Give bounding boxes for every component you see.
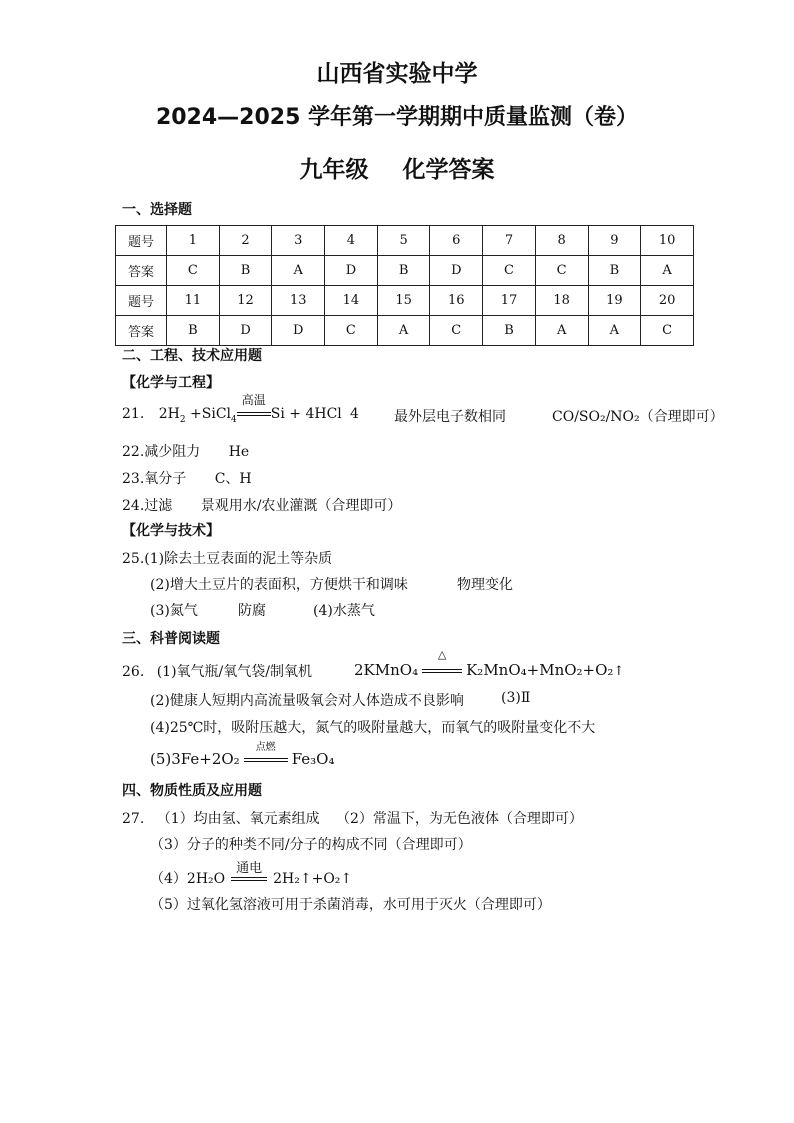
q22-answer-2: He <box>228 444 250 460</box>
q21-lhs-sicl-sub: 4 <box>231 414 237 425</box>
q26-eq2-lhs: (5)3Fe+2O₂ <box>150 750 240 768</box>
table-cell: 题号 <box>116 286 167 316</box>
table-cell: 7 <box>483 226 536 256</box>
table-cell: C <box>167 256 220 286</box>
table-cell: B <box>377 256 430 286</box>
q26-part-3: (3)Ⅱ <box>501 690 531 706</box>
q26-eq1-sign <box>422 648 462 679</box>
table-cell: A <box>588 316 641 346</box>
grade-label: 九年级 <box>299 157 369 183</box>
q21-condition: 高温 <box>241 393 266 407</box>
q27-part-3: （3）分子的种类不同/分子的构成不同（合理即可） <box>150 837 472 853</box>
q25-number: 25. <box>122 551 145 567</box>
section2-title: 二、工程、技术应用题 <box>122 348 262 364</box>
table-cell: A <box>272 256 325 286</box>
table-cell: A <box>377 316 430 346</box>
table-cell: 6 <box>430 226 483 256</box>
table-cell: 3 <box>272 226 325 256</box>
section1-title: 一、选择题 <box>122 202 192 218</box>
table-row <box>116 226 694 256</box>
table-row <box>116 256 694 286</box>
q27-part-5: （5）过氧化氢溶液可用于杀菌消毒，水可用于灭火（合理即可） <box>150 897 551 913</box>
q27-eq-rhs: 2H₂↑+O₂↑ <box>273 871 353 887</box>
q26-equation-1 <box>354 648 625 679</box>
table-cell: 15 <box>377 286 430 316</box>
q26-eq1-condition: △ <box>437 648 447 661</box>
table-cell: 答案 <box>116 316 167 346</box>
q21-lhs-h: 2H <box>158 406 180 422</box>
table-cell: B <box>219 256 272 286</box>
q27-line-1 <box>122 808 320 828</box>
q26-part-5 <box>150 742 335 768</box>
q21-answer-2: 4 <box>350 406 359 422</box>
q24-line <box>122 495 401 515</box>
q26-part-4: (4)25℃时，吸附压越大，氮气的吸附量越大，而氧气的吸附量变化不大 <box>150 720 596 736</box>
q24-answer-1: 过滤 <box>144 498 173 514</box>
q26-eq2-rhs: Fe₃O₄ <box>291 750 335 768</box>
q24-number: 24. <box>122 498 145 514</box>
q21-answer-3: 最外层电子数相同 <box>394 409 506 425</box>
q26-part-2: (2)健康人短期内高流量吸氧会对人体造成不良影响 <box>150 693 464 709</box>
q26-part-1: (1)氧气瓶/氧气袋/制氧机 <box>156 664 312 680</box>
q21-rhs: Si + 4HCl <box>270 406 342 422</box>
table-cell: B <box>167 316 220 346</box>
table-cell: B <box>483 316 536 346</box>
q21-equation-sign <box>237 393 271 422</box>
table-cell: D <box>325 256 378 286</box>
q27-eq-condition: 通电 <box>236 861 263 876</box>
section3-title: 三、科普阅读题 <box>122 631 220 647</box>
q26-line-1 <box>122 661 312 681</box>
table-cell: 16 <box>430 286 483 316</box>
table-cell: 答案 <box>116 256 167 286</box>
q26-eq2-sign <box>244 742 288 768</box>
table-cell: 4 <box>325 226 378 256</box>
table-cell: 18 <box>535 286 588 316</box>
q26-eq1-lhs: 2KMnO₄ <box>354 661 419 679</box>
q27-eq-lhs: （4）2H₂O <box>150 871 226 887</box>
exam-title: 2024—2025 学年第一学期期中质量监测（卷） <box>155 105 639 130</box>
table-row <box>116 286 694 316</box>
table-cell: A <box>641 256 694 286</box>
table-cell: B <box>588 256 641 286</box>
table-cell: D <box>430 256 483 286</box>
q23-line <box>122 468 252 488</box>
table-cell: C <box>641 316 694 346</box>
q25-part-4: (4)水蒸气 <box>313 603 375 619</box>
table-cell: 11 <box>167 286 220 316</box>
table-cell: 14 <box>325 286 378 316</box>
q21-number: 21. <box>122 406 145 422</box>
q22-line <box>122 441 249 461</box>
q22-answer-1: 减少阻力 <box>144 444 201 460</box>
table-cell: D <box>219 316 272 346</box>
q22-number: 22. <box>122 444 145 460</box>
table-cell: 20 <box>641 286 694 316</box>
q26-number: 26. <box>122 664 145 680</box>
table-cell: 9 <box>588 226 641 256</box>
school-title: 山西省实验中学 <box>316 61 478 87</box>
q27-part-1: （1）均由氢、氧元素组成 <box>156 811 320 827</box>
table-cell: 1 <box>167 226 220 256</box>
q27-eq-sign <box>231 861 267 887</box>
q21-lhs-sub: 2 <box>179 414 186 425</box>
q25-part-2b: 物理变化 <box>457 577 513 593</box>
q25-line-1 <box>122 548 332 568</box>
table-cell: C <box>483 256 536 286</box>
table-cell: 13 <box>272 286 325 316</box>
q26-eq2-condition: 点燃 <box>255 742 276 753</box>
table-cell: D <box>272 316 325 346</box>
grade-subject-title <box>0 151 794 184</box>
table-cell: C <box>535 256 588 286</box>
subsection-technology: 【化学与技术】 <box>122 523 220 539</box>
section4-title: 四、物质性质及应用题 <box>122 783 262 799</box>
up-arrow-icon: ↑ <box>613 664 625 679</box>
subsection-engineering: 【化学与工程】 <box>122 375 220 391</box>
q21-lhs <box>158 406 237 425</box>
answer-table <box>115 225 694 346</box>
q25-part-1: (1)除去土豆表面的泥土等杂质 <box>144 551 333 567</box>
table-cell: 2 <box>219 226 272 256</box>
table-cell: 5 <box>377 226 430 256</box>
table-cell: 12 <box>219 286 272 316</box>
q21-answer-4: CO/SO₂/NO₂（合理即可） <box>552 409 724 425</box>
table-cell: C <box>325 316 378 346</box>
table-cell: 题号 <box>116 226 167 256</box>
q21-line <box>122 393 342 425</box>
q27-part-4 <box>150 861 353 888</box>
q25-part-3: (3)氮气 <box>150 603 198 619</box>
table-cell: 19 <box>588 286 641 316</box>
table-row <box>116 316 694 346</box>
q25-part-2: (2)增大土豆片的表面积，方便烘干和调味 <box>150 577 408 593</box>
subject-label: 化学答案 <box>402 157 495 183</box>
q23-answer-2: C、H <box>214 471 252 487</box>
q21-lhs-sicl: +SiCl <box>185 406 232 422</box>
table-cell: 10 <box>641 226 694 256</box>
q23-answer-1: 氧分子 <box>144 471 187 487</box>
q27-part-2: （2）常温下，为无色液体（合理即可） <box>336 811 583 827</box>
table-cell: 17 <box>483 286 536 316</box>
table-cell: C <box>430 316 483 346</box>
q25-part-3b: 防腐 <box>238 603 266 619</box>
q26-eq1-rhs: K₂MnO₄+MnO₂+O₂ <box>466 661 614 679</box>
q23-number: 23. <box>122 471 145 487</box>
table-cell: A <box>535 316 588 346</box>
q27-number: 27. <box>122 811 145 827</box>
q24-answer-2: 景观用水/农业灌溉（合理即可） <box>200 498 402 514</box>
table-cell: 8 <box>535 226 588 256</box>
